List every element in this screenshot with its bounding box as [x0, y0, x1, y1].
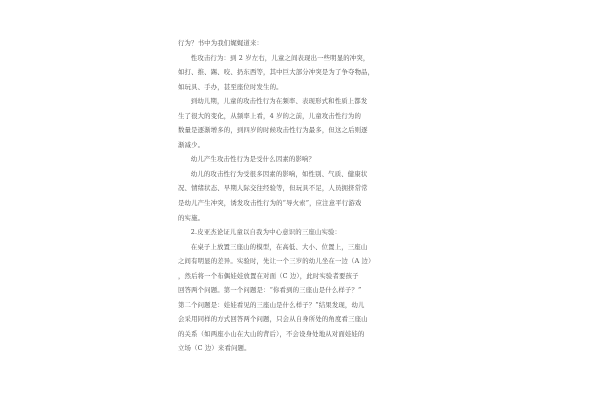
text-line: 如打、推、踢、咬、扔东西等，其中巨大部分冲突是为了争夺物品， — [178, 68, 375, 77]
text-line: 会采用同样的方式回答两个问题，只会从自身所处的角度看三座山 — [178, 315, 368, 324]
text-line: 况、情绪状态、早期人际交往经验等，但玩具不足，人员拥挤常常 — [178, 184, 368, 193]
text-line: 在桌子上放置三座山的模型，在高低、大小、位置上，三座山 — [190, 242, 368, 251]
text-line: 回答两个问题。第一个问题是：“你看到的三座山是什么样子？” — [178, 286, 362, 295]
text-line: 到幼儿期，儿童的攻击性行为在频率、表现形式和性质上都发 — [190, 97, 368, 106]
text-line: 行为？书中为我们娓娓道来： — [178, 39, 264, 47]
text-line: 的关系（如两座小山在大山的背后），不会设身处地从对面娃娃的 — [178, 329, 365, 338]
text-line: 渐减少。 — [178, 140, 205, 149]
document-body — [178, 36, 426, 356]
text-line: 立场（C 边）来看问题。 — [178, 344, 251, 353]
text-line: 性攻击行为：到 2 岁左右，儿童之间表现出一些明显的冲突， — [190, 53, 370, 62]
text-line: ，然后将一个布偶娃娃放置在对面（C 边），此时实验者要孩子 — [178, 271, 359, 280]
text-line: 第二个问题是：娃娃看见的三座山是什么样子？”结果发现，幼儿 — [178, 300, 365, 309]
text-line: 是幼儿产生冲突，诱发攻击性行为的“导火索”，应注意平行游戏 — [178, 199, 362, 208]
text-line: 2.皮亚杰论证儿童以自我为中心意识的三座山实验： — [190, 228, 342, 237]
text-line: 数量是逐渐增多的，到四岁的时候攻击性行为最多，但这之后则逐 — [178, 126, 368, 135]
text-line: 生了很大的变化，从频率上看，4 岁的之前，儿童攻击性行为的 — [178, 111, 361, 120]
text-line: 幼儿的攻击性行为受很多因素的影响，如性别、气质、健康状 — [190, 169, 368, 178]
text-line: 之间有明显的差异。实验时，先让一个三岁的幼儿坐在一边（A 边） — [178, 257, 375, 266]
text-line: 的实施。 — [178, 213, 205, 222]
text-line: 幼儿产生攻击性行为是受什么因素的影响？ — [190, 155, 316, 164]
text-line: 如玩具、手办，甚至座位时发生的。 — [178, 82, 283, 91]
